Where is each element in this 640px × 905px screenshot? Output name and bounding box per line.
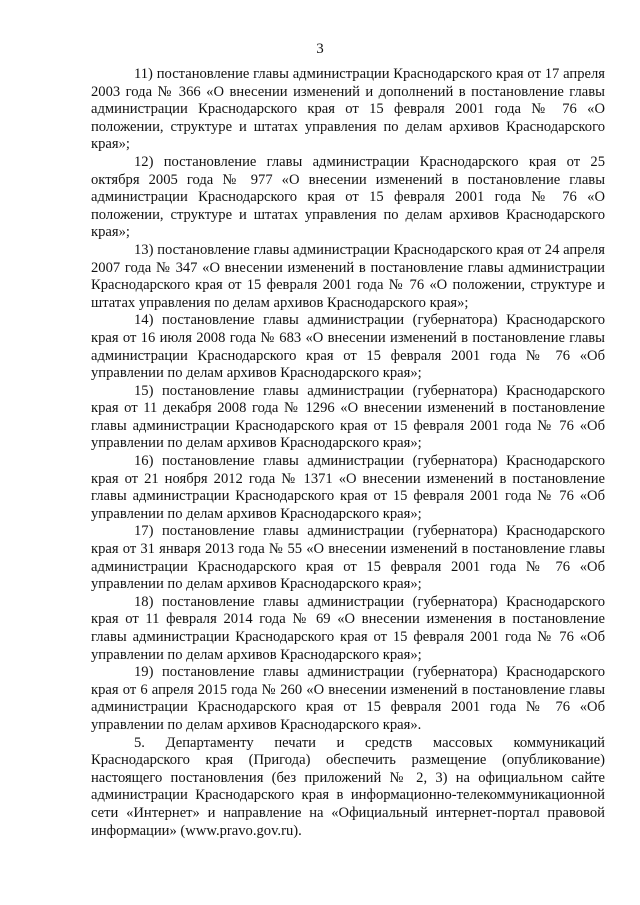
list-item-18: 18) постановление главы администрации (губернатора) Краснодарского края от 11 февраля 2014 года № 69 «О внесении изменения в постановление главы администрации Краснодарского края от 15 февраля 2001 года № 76 «Об управлении по делам архивов Краснодарского края»; bbox=[91, 593, 605, 663]
section-5-paragraph: 5. Департаменту печати и средств массовых коммуникаций Краснодарского края (Пригода) обеспечить размещение (опубликование) настоящего постановления (без приложений № 2, 3) на официальном сайте администрации Краснодарского края в информационно-телекоммуникационной сети «Интернет» и направление на «Официальный интернет-портал правовой информации» (www.pravo.gov.ru). bbox=[91, 734, 605, 839]
list-item-16: 16) постановление главы администрации (губернатора) Краснодарского края от 21 ноября 2012 года № 1371 «О внесении изменений в постановление главы администрации Краснодарского края от 15 февраля 2001 года № 76 «Об управлении по делам архивов Краснодарского края»; bbox=[91, 453, 605, 522]
list-item-12: 12) постановление главы администрации Краснодарского края от 25 октября 2005 года № 977 «О внесении изменений в постановление главы администрации Краснодарского края от 15 февраля 2001 года № 76 «О положении, структуре и штатах управления по делам архивов Краснодарского края»; bbox=[91, 153, 605, 241]
page-number: 3 bbox=[316, 41, 324, 57]
list-item-15: 15) постановление главы администрации (губернатора) Краснодарского края от 11 декабря 2008 года № 1296 «О внесении изменений в постановление главы администрации Краснодарского края от 15 февраля 2001 года № 76 «Об управлении по делам архивов Краснодарского края»; bbox=[91, 382, 605, 452]
list-item-14: 14) постановление главы администрации (губернатора) Краснодарского края от 16 июля 2008 года № 683 «О внесении изменений в постановление главы администрации Краснодарского края от 15 февраля 2001 года № 76 «Об управлении по делам архивов Краснодарского края»; bbox=[91, 312, 605, 382]
list-item-11: 11) постановление главы администрации Краснодарского края от 17 апреля 2003 года № 366 «О внесении изменений и дополнений в постановление главы администрации Краснодарского края от 15 февраля 2001 года № 76 «О положении, структуре и штатах управления по делам архивов Краснодарского края»; bbox=[91, 66, 605, 153]
list-item-19: 19) постановление главы администрации (губернатора) Краснодарского края от 6 апреля 2015 года № 260 «О внесении изменений в постановление главы администрации Краснодарского края от 15 февраля 2001 года № 76 «Об управлении по делам архивов Краснодарского края». bbox=[91, 664, 605, 733]
list-item-17: 17) постановление главы администрации (губернатора) Краснодарского края от 31 января 2013 года № 55 «О внесении изменений в постановление главы администрации Краснодарского края от 15 февраля 2001 года № 76 «Об управлении по делам архивов Краснодарского края»; bbox=[91, 523, 605, 593]
list-item-13: 13) постановление главы администрации Краснодарского края от 24 апреля 2007 года № 347 «О внесении изменений в постановление главы администрации Краснодарского края от 15 февраля 2001 года № 76 «О положении, структуре и штатах управления по делам архивов Краснодарского края»; bbox=[91, 241, 605, 311]
document-body bbox=[91, 66, 605, 840]
